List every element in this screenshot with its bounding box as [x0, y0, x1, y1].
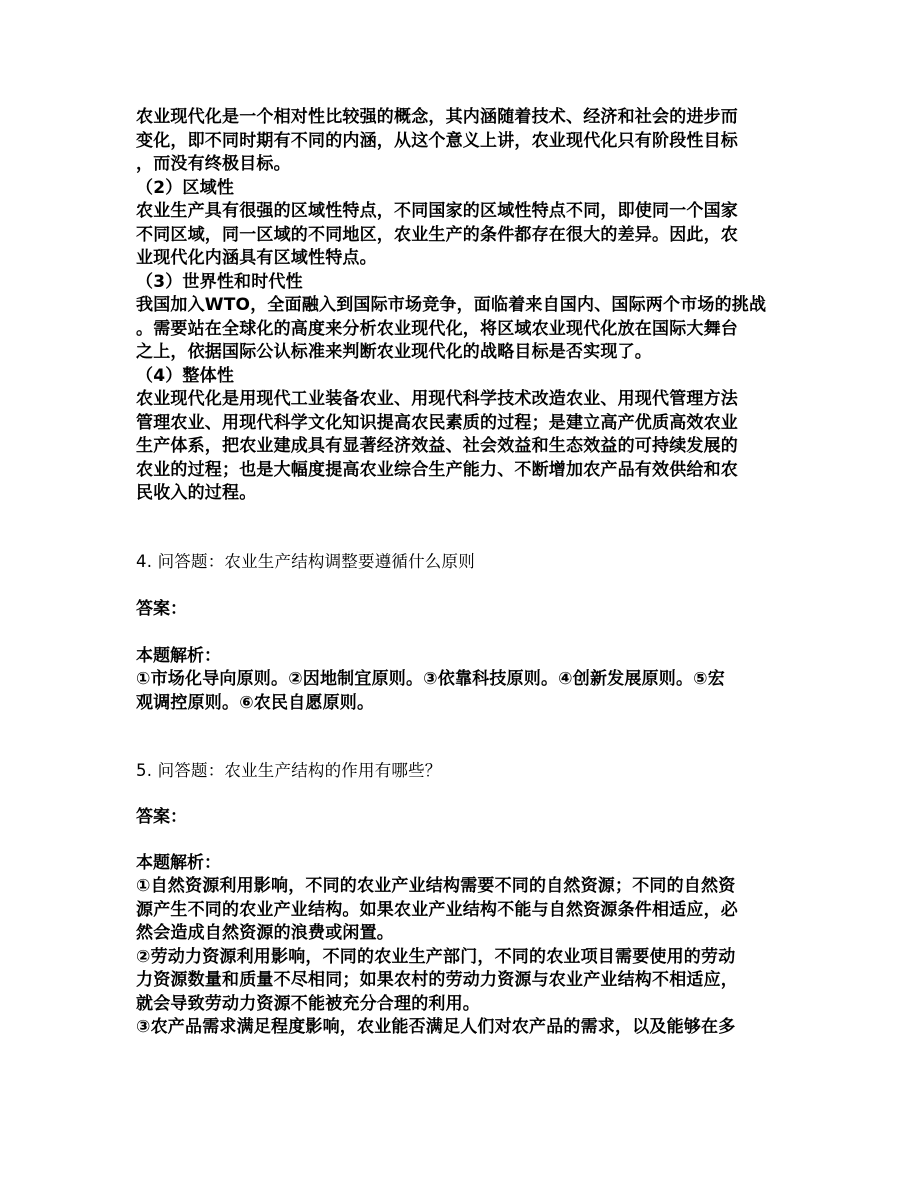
question-5-title: 5. 问答题：农业生产结构的作用有哪些？ [136, 761, 442, 780]
question-4-title: 4. 问答题：农业生产结构调整要遵循什么原则 [136, 552, 475, 571]
paragraph-line: 我国加入WTO，全面融入到国际市场竞争，面临着来自国内、国际两个市场的挑战 [136, 295, 767, 315]
paragraph-line: ，而没有终极目标。 [136, 154, 291, 174]
analysis-line: 就会导致劳动力资源不能被充分合理的利用。 [136, 993, 480, 1014]
paragraph-line: 农业现代化是用现代工业装备农业、用现代科学技术改造农业、用现代管理方法 [136, 389, 738, 409]
analysis-line: ②劳动力资源利用影响，不同的农业生产部门，不同的农业项目需要使用的劳动 [136, 946, 736, 967]
analysis-line: ①自然资源利用影响，不同的农业产业结构需要不同的自然资源；不同的自然资 [136, 876, 736, 896]
analysis-line: 力资源数量和质量不尽相同；如果农村的劳动力资源与农业产业结构不相适应， [136, 970, 738, 990]
paragraph-line: 之上，依据国际公认标准来判断农业现代化的战略目标是否实现了。 [136, 342, 652, 362]
answer-label: 答案： [136, 807, 187, 827]
analysis-line: ③农产品需求满足程度影响，农业能否满足人们对农产品的需求，以及能够在多 [136, 1017, 736, 1037]
paragraph-line: 生产体系，把农业建成具有显著经济效益、社会效益和生态效益的可持续发展的 [136, 436, 738, 456]
question-4-analysis [136, 668, 796, 715]
paragraph-line: 农业的过程；也是大幅度提高农业综合生产能力、不断增加农产品有效供给和农 [136, 459, 738, 480]
paragraph-line: 变化，即不同时期有不同的内涵，从这个意义上讲，农业现代化只有阶段性目标 [136, 130, 738, 151]
analysis-label: 本题解析： [136, 646, 221, 666]
paragraph-line: 管理农业、用现代科学文化知识提高农民素质的过程；是建立高产优质高效农业 [136, 412, 738, 433]
analysis-line: 源产生不同的农业产业结构。如果农业产业结构不能与自然资源条件相适应，必 [136, 899, 738, 920]
paragraph-line: 农业生产具有很强的区域性特点，不同国家的区域性特点不同，即使同一个国家 [136, 201, 738, 221]
analysis-line: 然会造成自然资源的浪费或闲置。 [136, 923, 394, 943]
paragraph-line: 。需要站在全球化的高度来分析农业现代化，将区域农业现代化放在国际大舞台 [136, 318, 738, 339]
answer-label: 答案： [136, 599, 187, 619]
paragraph-line: 农业现代化是一个相对性比较强的概念，其内涵随着技术、经济和社会的进步而 [136, 107, 738, 127]
analysis-line: 观调控原则。⑥农民自愿原则。 [136, 692, 375, 713]
paragraph-line: 民收入的过程。 [136, 483, 257, 503]
paragraph-line: 不同区域，同一区域的不同地区，农业生产的条件都存在很大的差异。因此，农 [136, 224, 738, 245]
paragraph-line: 业现代化内涵具有区域性特点。 [136, 248, 377, 268]
subheading: （2）区域性 [136, 177, 235, 198]
question-5-analysis [136, 875, 796, 1040]
analysis-label: 本题解析： [136, 853, 221, 873]
section-3-continuation [136, 106, 796, 506]
subheading: （3）世界性和时代性 [136, 271, 303, 292]
subheading: （4）整体性 [136, 365, 235, 386]
analysis-line: ①市场化导向原则。②因地制宜原则。③依靠科技原则。④创新发展原则。⑤宏 [136, 669, 725, 689]
